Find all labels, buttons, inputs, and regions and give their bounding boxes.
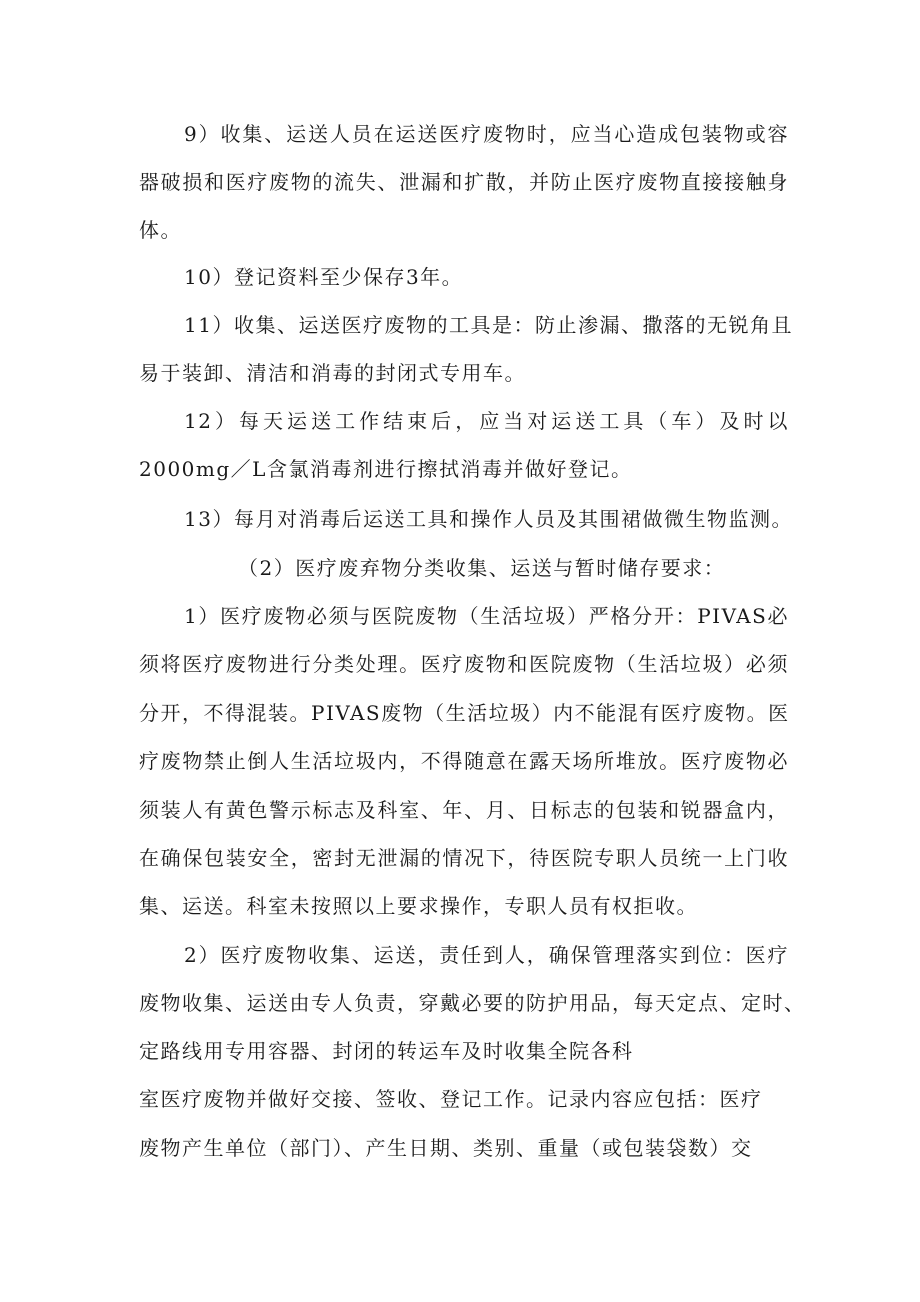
text-line: 器破损和医疗废物的流失、泄漏和扩散，并防止医疗废物直接接触身 bbox=[139, 170, 789, 194]
text-line: 集、运送。科室未按照以上要求操作，专职人员有权拒收。 bbox=[139, 894, 698, 918]
text-line: 定路线用专用容器、封闭的转运车及时收集全院各科 bbox=[139, 1039, 634, 1063]
text-line: 废物收集、运送由专人负责，穿戴必要的防护用品，每天定点、定时、 bbox=[139, 991, 806, 1015]
text-line: 室医疗废物并做好交接、签收、登记工作。记录内容应包括：医疗 bbox=[139, 1087, 763, 1111]
text-line: 2000mg／L含氯消毒剂进行擦拭消毒并做好登记。 bbox=[139, 457, 633, 481]
text-line: 在确保包装安全，密封无泄漏的情况下，待医院专职人员统一上门收 bbox=[139, 846, 789, 870]
text-line: 须装人有黄色警示标志及科室、年、月、日标志的包装和锐器盒内， bbox=[139, 798, 789, 822]
text-line: 易于装卸、清洁和消毒的封闭式专用车。 bbox=[139, 361, 526, 385]
text-line: 须将医疗废物进行分类处理。医疗废物和医院废物（生活垃圾）必须 bbox=[139, 652, 789, 676]
text-line: 2）医疗废物收集、运送，责任到人，确保管理落实到位：医疗 bbox=[184, 943, 789, 967]
text-line: 13）每月对消毒后运送工具和操作人员及其围裙做微生物监测。 bbox=[184, 507, 793, 531]
text-line: 疗废物禁止倒人生活垃圾内，不得随意在露天场所堆放。医疗废物必 bbox=[139, 749, 789, 773]
text-line: 分开，不得混装。PIVAS废物（生活垃圾）内不能混有医疗废物。医 bbox=[139, 701, 790, 725]
text-line: 废物产生单位（部门）、产生日期、类别、重量（或包装袋数）交 bbox=[139, 1136, 753, 1160]
text-line: 10）登记资料至少保存3年。 bbox=[184, 265, 464, 289]
text-line: 12）每天运送工作结束后，应当对运送工具（车）及时以 bbox=[184, 409, 789, 433]
text-line: 体。 bbox=[139, 218, 182, 242]
text-line: 11）收集、运送医疗废物的工具是：防止渗漏、撒落的无锐角且 bbox=[184, 313, 793, 337]
text-line: 9）收集、运送人员在运送医疗废物时，应当心造成包装物或容 bbox=[184, 122, 789, 146]
section-heading: （2）医疗废弃物分类收集、运送与暂时储存要求： bbox=[238, 556, 726, 580]
text-line: 1）医疗废物必须与医院废物（生活垃圾）严格分开：PIVAS必 bbox=[184, 604, 789, 628]
